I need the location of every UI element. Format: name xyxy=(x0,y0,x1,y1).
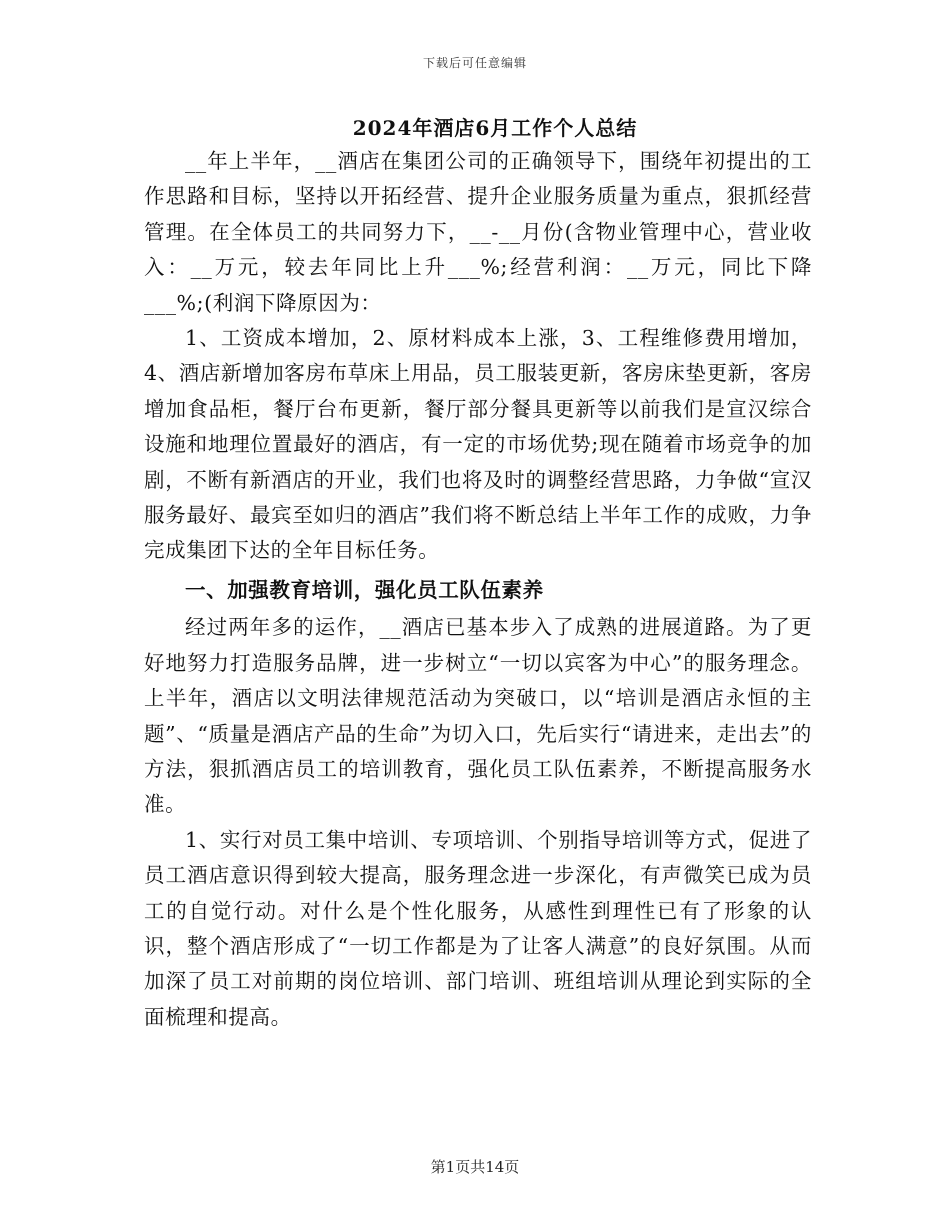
paragraph-reasons: 1、工资成本增加，2、原材料成本上涨，3、工程维修费用增加，4、酒店新增加客房布草床上用品，员工服装更新，客房床垫更新，客房增加食品柜，餐厅台布更新，餐厅部分餐具更新等以前我们是宣汉综合设施和地理位置最好的酒店，有一定的市场优势;现在随着市场竞争的加剧，不断有新酒店的开业，我们也将及时的调整经营思路，力争做“宣汉服务最好、最宾至如归的酒店”我们将不断总结上半年工作的成败，力争完成集团下达的全年目标任务。 xyxy=(144,326,812,563)
paragraph-training-overview: 经过两年多的运作，__酒店已基本步入了成熟的进展道路。为了更好地努力打造服务品牌，进一步树立“一切以宾客为中心”的服务理念。上半年，酒店以文明法律规范活动为突破口，以“培训是酒店永恒的主题”、“质量是酒店产品的生命”为切入口，先后实行“请进来，走出去”的方法，狠抓酒店员工的培训教育，强化员工队伍素养，不断提高服务水准。 xyxy=(144,615,812,817)
header-note: 下载后可任意编辑 xyxy=(422,56,527,70)
document-body xyxy=(144,144,812,1035)
section-heading-training: 一、加强教育培训，强化员工队伍素养 xyxy=(185,577,544,602)
page-indicator: 第1页共14页 xyxy=(430,1158,520,1176)
paragraph-training-item-1: 1、实行对员工集中培训、专项培训、个别指导培训等方式，促进了员工酒店意识得到较大提高，服务理念进一步深化，有声微笑已成为员工的自觉行动。对什么是个性化服务，从感性到理性已有了形象的认识，整个酒店形成了“一切工作都是为了让客人满意”的良好氛围。从而加深了员工对前期的岗位培训、部门培训、班组培训从理论到实际的全面梳理和提高。 xyxy=(144,827,812,1029)
document-title: 2024年酒店6月工作个人总结 xyxy=(352,116,638,140)
paragraph-intro: __年上半年，__酒店在集团公司的正确领导下，围绕年初提出的工作思路和目标，坚持以开拓经营、提升企业服务质量为重点，狠抓经营管理。在全体员工的共同努力下，__-__月份(含物业管理中心，营业收入：__万元，较去年同比上升___%;经营利润：__万元，同比下降___%;(利润下降原因为： xyxy=(144,149,812,315)
